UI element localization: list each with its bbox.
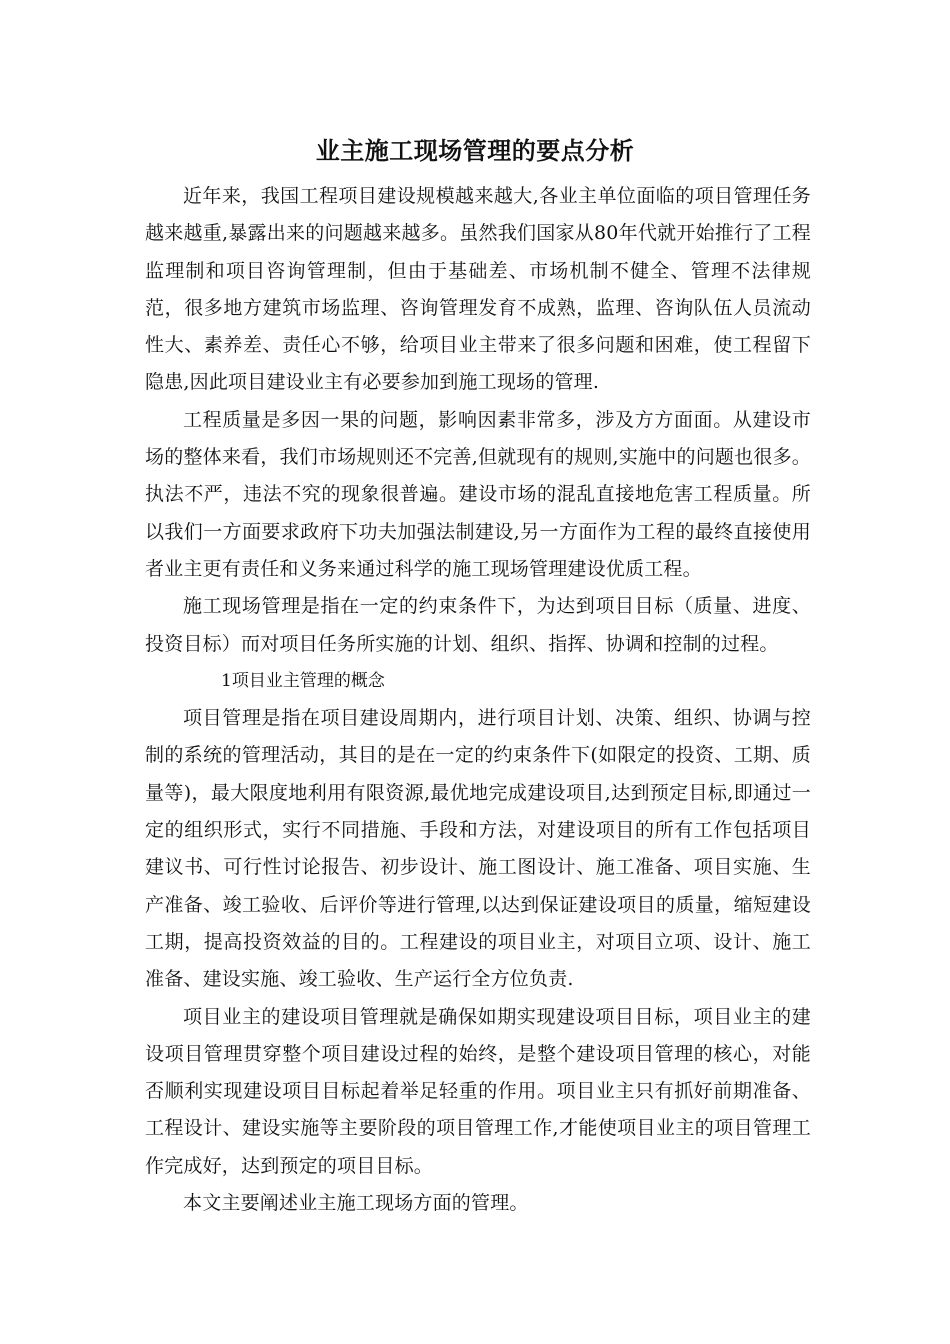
section-heading: 1项目业主管理的概念 <box>221 670 385 691</box>
paragraph-site-management: 施工现场管理是指在一定的约束条件下，为达到项目目标（质量、进度、投资目标）而对项目任务所实施的计划、组织、指挥、协调和控制的过程。 <box>145 595 811 655</box>
paragraph-owner-management: 项目业主的建设项目管理就是确保如期实现建设项目目标，项目业主的建设项目管理贯穿整个项目建设过程的始终，是整个建设项目管理的核心，对能否顺利实现建设项目目标起着举足轻重的作用。项目业主只有抓好前期准备、工程设计、建设实施等主要阶段的项目管理工作,才能使项目业主的项目管理工作完成好，达到预定的项目目标。 <box>145 1005 811 1177</box>
paragraph-quality: 工程质量是多因一果的问题，影响因素非常多，涉及方方面面。从建设市场的整体来看，我们市场规则还不完善,但就现有的规则,实施中的问题也很多。执法不严，违法不究的现象很普遍。建设市场的混乱直接地危害工程质量。所以我们一方面要求政府下功夫加强法制建设,另一方面作为工程的最终直接使用者业主更有责任和义务来通过科学的施工现场管理建设优质工程。 <box>145 408 811 580</box>
document-title: 业主施工现场管理的要点分析 <box>315 136 635 165</box>
paragraph-intro: 近年来，我国工程项目建设规模越来越大,各业主单位面临的项目管理任务越来越重,暴露出来的问题越来越多。虽然我们国家从80年代就开始推行了工程监理制和项目咨询管理制，但由于基础差、市场机制不健全、管理不法律规范，很多地方建筑市场监理、咨询管理发育不成熟，监理、咨询队伍人员流动性大、素养差、责任心不够，给项目业主带来了很多问题和困难，使工程留下隐患,因此项目建设业主有必要参加到施工现场的管理. <box>145 185 811 394</box>
paragraph-summary: 本文主要阐述业主施工现场方面的管理。 <box>183 1192 529 1215</box>
document-body <box>145 178 811 1222</box>
paragraph-project-management: 项目管理是指在项目建设周期内，进行项目计划、决策、组织、协调与控制的系统的管理活动，其目的是在一定的约束条件下(如限定的投资、工期、质量等)，最大限度地利用有限资源,最优地完成建设项目,达到预定目标,即通过一定的组织形式，实行不同措施、手段和方法，对建设项目的所有工作包括项目建议书、可行性讨论报告、初步设计、施工图设计、施工准备、项目实施、生产准备、竣工验收、后评价等进行管理,以达到保证建设项目的质量，缩短建设工期，提高投资效益的目的。工程建设的项目业主，对项目立项、设计、施工准备、建设实施、竣工验收、生产运行全方位负责. <box>145 707 811 991</box>
